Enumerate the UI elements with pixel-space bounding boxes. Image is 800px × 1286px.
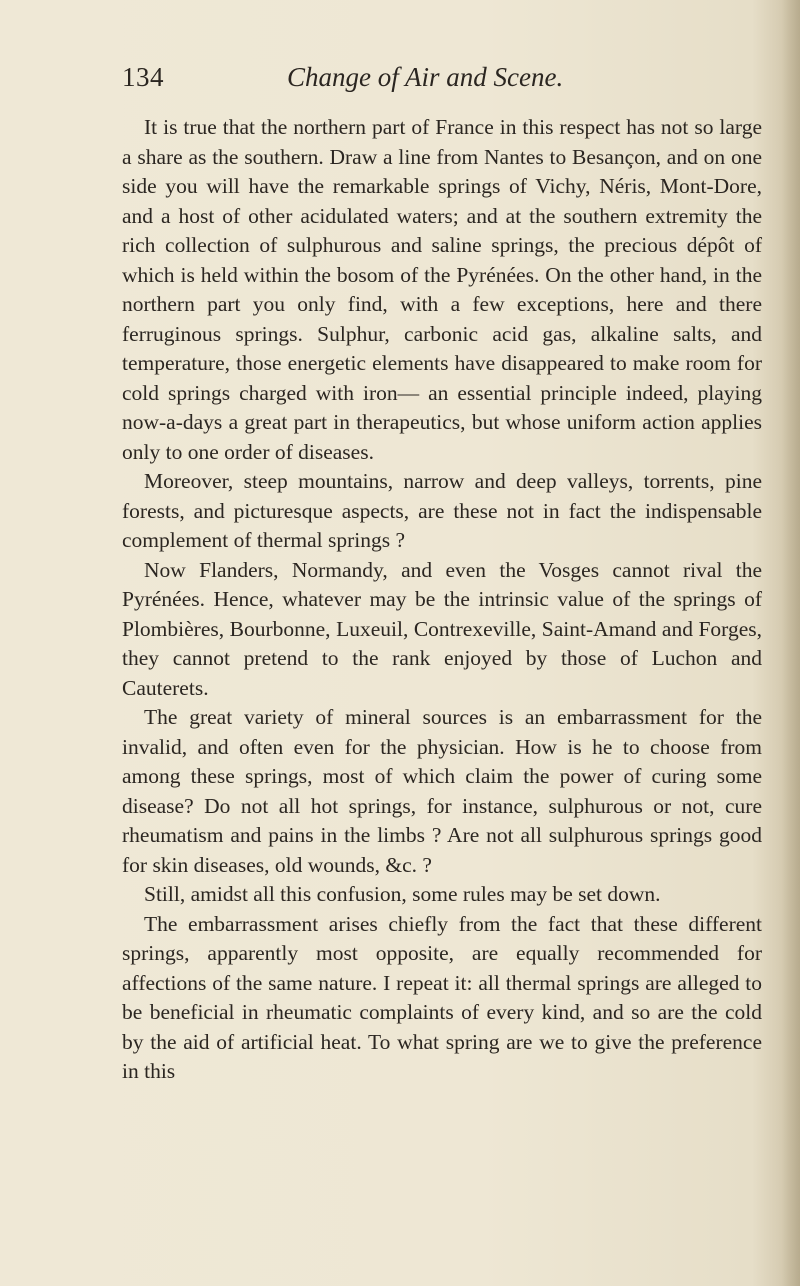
paragraph-3: Now Flanders, Normandy, and even the Vosges cannot rival the Pyrénées. Hence, whatever may be the intrinsic value of the springs of Plombières, Bourbonne, Luxeuil, Contrexeville, Saint-Amand and Forges, they cannot pretend to the rank enjoyed by those of Luchon and Cauterets. <box>122 557 762 700</box>
paragraph-6: The embarrassment arises chiefly from the fact that these different springs, apparently most opposite, are equally recommended for affections of the same nature. I repeat it: all thermal springs are alleged to be beneficial in rheumatic complaints of every kind, and so are the cold by the aid of artificial heat. To what spring are we to give the preference in this <box>122 911 762 1083</box>
paragraph-2: Moreover, steep mountains, narrow and deep valleys, torrents, pine forests, and picturesque aspects, are these not in fact the indispensable complement of thermal springs ? <box>122 469 762 552</box>
page-gutter-shadow <box>782 0 800 1286</box>
paragraph-4: The great variety of mineral sources is an embarrassment for the invalid, and often even for the physician. How is he to choose from among these springs, most of which claim the power of curing some disease? Do not all hot springs, for instance, sulphurous or not, cure rheumatism and pains in the limbs ? Are not all sulphurous springs good for skin diseases, old wounds, &c. ? <box>122 705 762 877</box>
page-number: 134 <box>122 62 164 92</box>
paragraph-5: Still, amidst all this confusion, some rules may be set down. <box>144 882 661 906</box>
paragraph-1: It is true that the northern part of France in this respect has not so large a share as the southern. Draw a line from Nantes to Besançon, and on one side you will have the remarkable springs of Vichy, Néris, Mont-Dore, and a host of other acidulated waters; and at the southern extremity the rich collection of sulphurous and saline springs, the precious dépôt of which is held within the bosom of the Pyrénées. On the other hand, in the northern part you only find, with a few exceptions, here and there ferruginous springs. Sulphur, carbonic acid gas, alkaline salts, and temperature, those energetic elements have disappeared to make room for cold springs charged with iron— an essential principle indeed, playing now-a-days a great part in therapeutics, but whose uniform action applies only to one order of diseases. <box>122 115 762 464</box>
page-header <box>122 62 762 102</box>
running-title: Change of Air and Scene. <box>287 62 564 92</box>
page-body <box>122 113 762 1087</box>
